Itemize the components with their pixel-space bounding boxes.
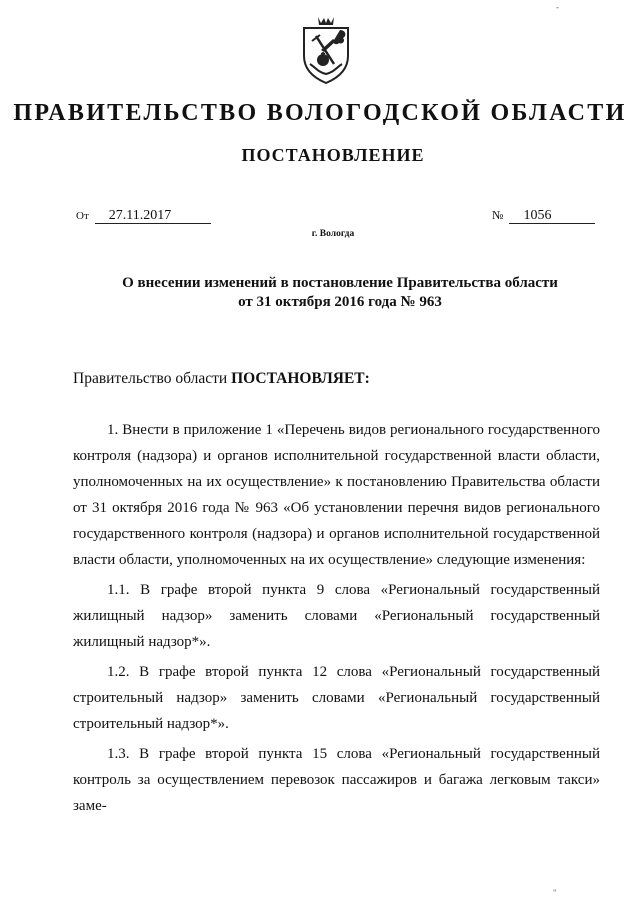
- city-label: г. Вологда: [311, 229, 355, 239]
- top-right-scan-mark: -: [556, 2, 559, 12]
- bottom-right-scan-mark: ": [553, 888, 557, 898]
- decree-statement: [73, 370, 370, 388]
- decree-keyword: ПОСТАНОВЛЯЕТ:: [231, 370, 370, 387]
- paragraph-1-3: 1.3. В графе второй пункта 15 слова «Региональный государственный контроль за осуществлением перевозок пассажиров и багажа легковым такси» заме-: [73, 746, 600, 814]
- subject-line-2: от 31 октября 2016 года № 963: [238, 294, 442, 310]
- vologda-coat-of-arms-icon: [296, 14, 356, 86]
- government-name-heading: ПРАВИТЕЛЬСТВО ВОЛОГОДСКОЙ ОБЛАСТИ: [13, 100, 627, 126]
- document-type-heading: ПОСТАНОВЛЕНИЕ: [241, 145, 425, 165]
- decree-intro: Правительство области: [73, 370, 228, 387]
- document-number-field: [492, 208, 595, 224]
- subject-line-1: О внесении изменений в постановление Правительства области: [122, 275, 558, 291]
- paragraph-1-2: 1.2. В графе второй пункта 12 слова «Региональный государственный строительный надзор» заменить словами «Региональный государственный строительный надзор*».: [73, 664, 600, 732]
- coat-of-arms-emblem: [296, 14, 356, 86]
- decree-body: [73, 417, 600, 823]
- document-date-value: 27.11.2017: [95, 208, 211, 224]
- paragraph-1: 1. Внести в приложение 1 «Перечень видов регионального государственного контроля (надзора) и органов исполнительной государственной власти области, уполномоченных на их осуществление» к постановлению Правительства области от 31 октября 2016 года № 963 «Об установлении перечня видов регионального государственного контроля (надзора) и органов исполнительной государственной власти области, уполномоченных на их осуществление» следующие изменения:: [73, 422, 600, 568]
- paragraph-1-1: 1.1. В графе второй пункта 9 слова «Региональный государственный жилищный надзор» заменить словами «Региональный государственный жилищный надзор*».: [73, 582, 600, 650]
- document-subject: [60, 274, 620, 312]
- document-date-field: [76, 208, 211, 224]
- number-prefix-label: №: [492, 208, 504, 222]
- document-number-value: 1056: [509, 208, 595, 224]
- date-prefix-label: От: [76, 210, 89, 222]
